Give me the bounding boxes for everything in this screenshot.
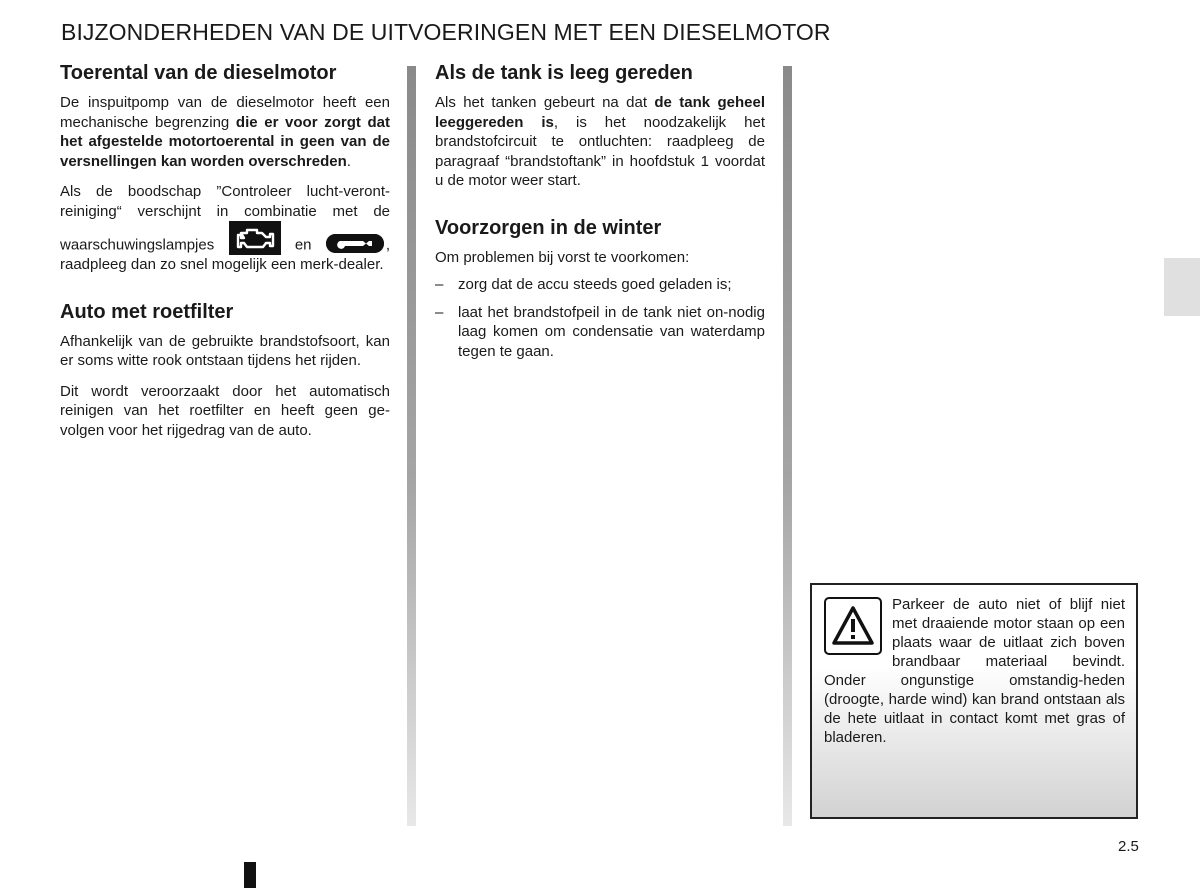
paragraph-empty-tank <box>435 93 765 191</box>
section-winter <box>435 217 765 362</box>
list-item: – laat het brandstofpeil in de tank niet on-nodig laag komen om condensatie van waterdamp tegen te gaan. <box>435 303 765 362</box>
column-divider-bar <box>783 66 792 826</box>
list-item: – zorg dat de accu steeds goed geladen is; <box>435 275 765 295</box>
heading-empty-tank: Als de tank is leeg gereden <box>435 62 693 84</box>
paragraph-automatic-cleaning: Dit wordt veroorzaakt door het automatisch reinigen van het roetfilter en heeft geen ge-volgen voor het rijgedrag van de auto. <box>60 382 390 439</box>
column-divider-bar <box>407 66 416 826</box>
bold-text: de tank geheel leeggereden is <box>435 94 765 131</box>
winter-list <box>435 275 765 361</box>
heading-soot-filter: Auto met roetfilter <box>60 300 234 323</box>
chapter-tab <box>1164 258 1200 316</box>
text-segment: . <box>346 152 351 170</box>
page-title: BIJZONDERHEDEN VAN DE UITVOERINGEN MET EEN DIESELMOTOR <box>61 19 831 45</box>
heading-engine-speed: Toerental van de dieselmotor <box>60 62 337 84</box>
warning-box <box>810 583 1138 819</box>
text-segment: Als de boodschap ”Controleer lucht-veront-reiniging“ verschijnt in combinatie met de waarschuwingslampjes <box>60 183 390 254</box>
left-column <box>60 62 390 451</box>
paragraph-white-smoke: Afhankelijk van de gebruikte brandstofsoort, kan er soms witte rook ontstaan tijdens het rijden. <box>60 332 390 369</box>
paragraph-injection-pump <box>60 93 390 171</box>
middle-column <box>435 62 765 369</box>
paragraph-warning-lamps <box>60 182 390 275</box>
text-segment: en <box>282 236 324 254</box>
text-segment: , raadpleeg dan zo snel mogelijk een merk-dealer. <box>60 236 390 273</box>
engine-warning-icon <box>229 221 281 255</box>
text-segment: Als het tanken gebeurt na dat <box>435 94 655 111</box>
warning-triangle-icon <box>824 597 882 655</box>
wrench-icon <box>326 234 384 253</box>
text-segment: De inspuitpomp van de dieselmotor heeft een mechanische begrenzing <box>60 94 390 131</box>
heading-winter: Voorzorgen in de winter <box>435 216 662 239</box>
bold-text: die er voor zorgt dat het afgestelde motortoerental in geen van de versnellingen kan worden overschreden <box>60 113 390 170</box>
paragraph-winter-intro: Om problemen bij vorst te voorkomen: <box>435 248 690 266</box>
crop-mark <box>244 862 256 888</box>
page-number: 2.5 <box>1118 838 1139 855</box>
text-segment: , is het noodzakelijk het brandstofcircuit te ontluchten: raadpleeg de paragraaf “brandstoftank” in hoofdstuk 1 voordat u de motor weer start. <box>435 113 765 189</box>
warning-text: Parkeer de auto niet of blijf niet met draaiende motor staan op een plaats waar de uitlaat zich boven brandbaar materiaal bevindt. Onder ongunstige omstandig-heden (droogte, harde wind) kan brand ontstaan als de hete uitlaat in contact komt met gras of bladeren. <box>824 596 1125 746</box>
section-soot-filter <box>60 301 390 441</box>
